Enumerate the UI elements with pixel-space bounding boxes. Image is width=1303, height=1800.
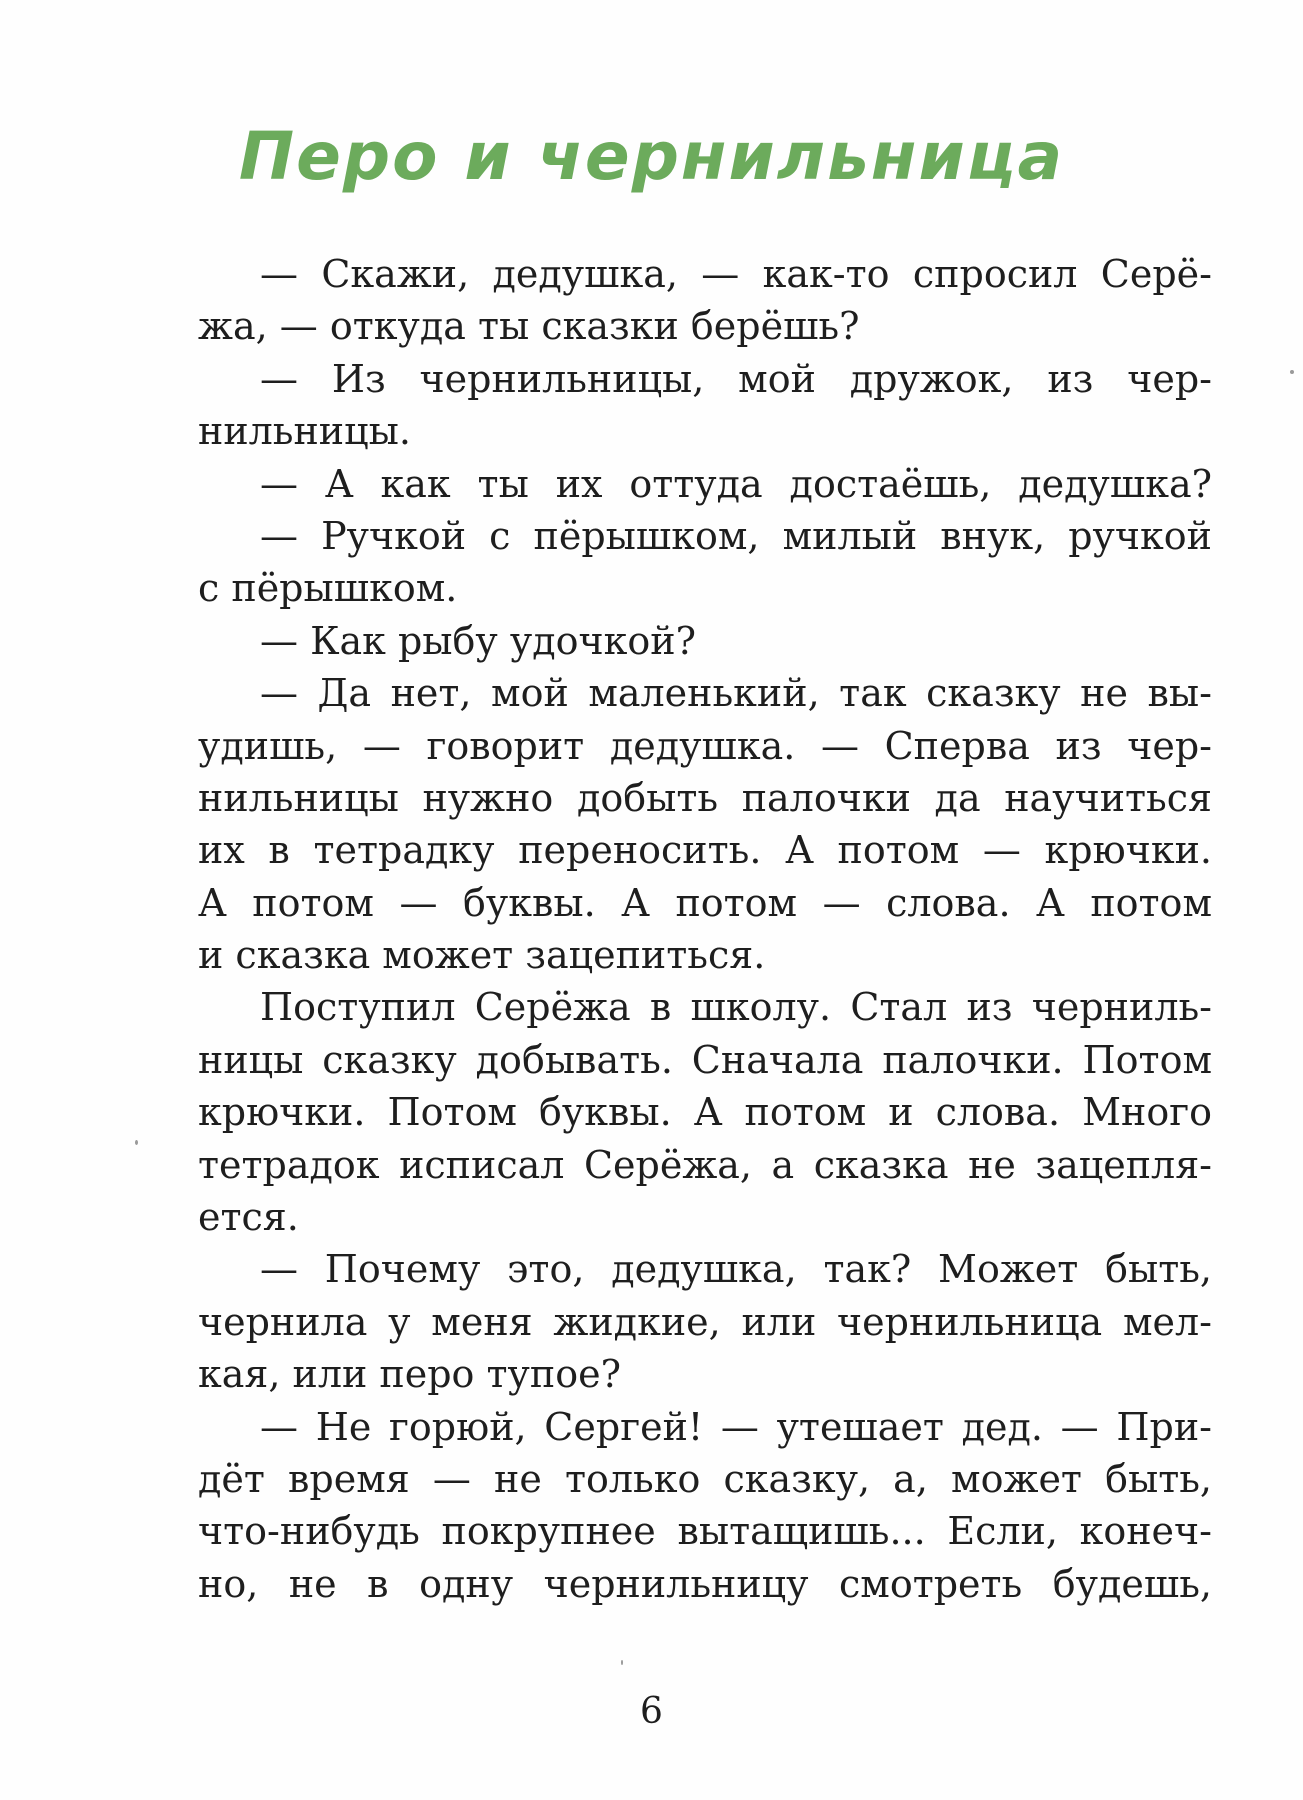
text-line: — Да нет, мой маленький, так сказку не вы- <box>260 671 1212 716</box>
text-line: что-нибудь покрупнее вытащишь... Если, конеч- <box>198 1509 1212 1554</box>
text-line: — Из чернильницы, мой дружок, из чер- <box>260 356 1212 401</box>
text-line: тетрадок исписал Серёжа, а сказка не зацепля- <box>198 1142 1212 1187</box>
scan-speck <box>621 1660 623 1665</box>
text-line: А потом — буквы. А потом — слова. А потом <box>198 880 1212 925</box>
text-line: ницы сказку добывать. Сначала палочки. Потом <box>198 1037 1212 1082</box>
text-line: нильницы. <box>198 409 411 454</box>
scan-speck <box>135 1140 138 1145</box>
text-line: — Как рыбу удочкой? <box>260 618 696 663</box>
text-line: нильницы нужно добыть палочки да научиться <box>198 775 1212 820</box>
text-line: — Ручкой с пёрышком, милый внук, ручкой <box>260 513 1212 558</box>
story-text <box>198 248 1212 1610</box>
text-line: и сказка может зацепиться. <box>198 933 766 978</box>
text-line: кая, или перо тупое? <box>198 1352 621 1397</box>
text-line: жа, — откуда ты сказки берёшь? <box>198 304 860 349</box>
text-line: — Почему это, дедушка, так? Может быть, <box>260 1247 1212 1292</box>
chapter-title: Перо и чернильница <box>238 118 1065 195</box>
text-line: — Скажи, дедушка, — как-то спросил Серё- <box>260 252 1212 296</box>
text-line: дёт время — не только сказку, а, может быть, <box>198 1456 1212 1501</box>
text-line: крючки. Потом буквы. А потом и слова. Много <box>198 1090 1212 1135</box>
scan-speck <box>1290 370 1294 374</box>
text-line: — А как ты их оттуда достаёшь, дедушка? <box>260 461 1212 506</box>
text-line: чернила у меня жидкие, или чернильница мел- <box>198 1299 1212 1344</box>
text-line: — Не горюй, Сергей! — утешает дед. — При- <box>260 1404 1212 1449</box>
page-number: 6 <box>640 1691 663 1732</box>
text-line: Поступил Серёжа в школу. Стал из черниль- <box>260 985 1212 1030</box>
text-line: с пёрышком. <box>198 566 458 611</box>
text-line: но, не в одну чернильницу смотреть будешь, <box>198 1561 1212 1606</box>
text-line: их в тетрадку переносить. А потом — крючки. <box>198 828 1212 873</box>
text-line: ется. <box>198 1195 299 1240</box>
text-line: удишь, — говорит дедушка. — Сперва из чер- <box>198 723 1212 768</box>
